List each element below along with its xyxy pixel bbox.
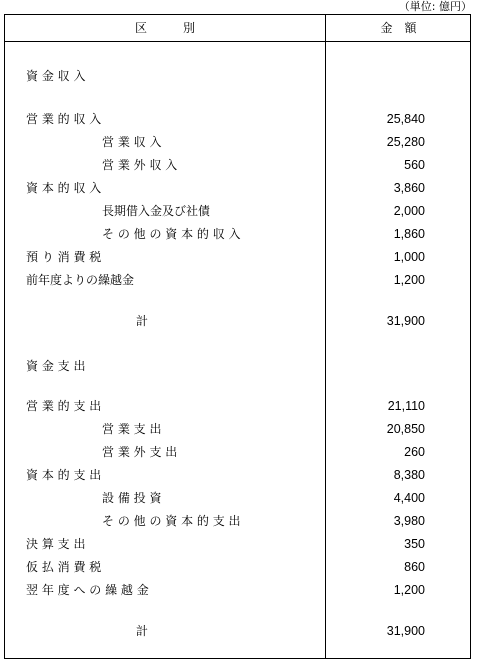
row-label: 決 算 支 出 [26,537,86,551]
row-amount: 1,200 [393,583,425,597]
total-row [5,622,470,640]
table-row [5,202,470,220]
row-label: 資 本 的 収 入 [26,181,102,195]
row-label: 営 業 外 支 出 [102,445,178,459]
row-label: 営 業 支 出 [102,422,162,436]
row-label: 計 [136,314,149,328]
table-row [5,67,470,85]
row-amount: 25,280 [386,135,425,149]
table-row [5,558,470,576]
table-row [5,397,470,415]
table-row [5,489,470,507]
table-row [5,443,470,461]
row-label: 預 り 消 費 税 [26,250,102,264]
row-amount: 31,900 [386,314,425,328]
row-label: 資 本 的 支 出 [26,468,102,482]
table-row [5,110,470,128]
row-amount: 20,850 [386,422,425,436]
row-label: 営 業 外 収 入 [102,158,178,172]
row-amount: 31,900 [386,624,425,638]
row-amount: 860 [404,560,425,574]
row-amount: 1,000 [393,250,425,264]
row-label: 翌 年 度 へ の 繰 越 金 [26,583,149,597]
table-row [5,420,470,438]
table-header [5,15,470,42]
table-row [5,535,470,553]
row-label: 仮 払 消 費 税 [26,560,102,574]
header-category: 区 別 [134,21,195,35]
table-row [5,156,470,174]
row-amount: 21,110 [387,399,425,413]
table-row [5,357,470,375]
row-amount: 3,860 [393,181,425,195]
row-amount: 2,000 [393,204,425,218]
table-row [5,581,470,599]
total-row [5,312,470,330]
table-row [5,271,470,289]
row-label: 資 金 収 入 [26,69,86,83]
header-amount: 金 額 [380,21,417,35]
row-label: 長期借入金及び社債 [102,204,211,218]
table-row [5,225,470,243]
row-label: 設 備 投 資 [102,491,162,505]
row-label: 営 業 収 入 [102,135,162,149]
table-row [5,466,470,484]
budget-table [4,14,471,659]
row-label: 計 [136,624,149,638]
row-amount: 350 [404,537,425,551]
row-label: 前年度よりの繰越金 [26,273,135,287]
row-amount: 8,380 [393,468,425,482]
table-row [5,248,470,266]
row-label: そ の 他 の 資 本 的 支 出 [102,514,241,528]
row-label: 資 金 支 出 [26,359,86,373]
row-amount: 260 [404,445,425,459]
row-amount: 1,860 [393,227,425,241]
row-label: 営 業 的 収 入 [26,112,102,126]
unit-note: （単位: 億円） [398,0,472,13]
row-amount: 4,400 [393,491,425,505]
row-amount: 3,980 [393,514,425,528]
row-amount: 1,200 [393,273,425,287]
row-label: 営 業 的 支 出 [26,399,102,413]
row-label: そ の 他 の 資 本 的 収 入 [102,227,241,241]
table-row [5,179,470,197]
table-row [5,133,470,151]
row-amount: 560 [404,158,425,172]
row-amount: 25,840 [386,112,425,126]
table-row [5,512,470,530]
